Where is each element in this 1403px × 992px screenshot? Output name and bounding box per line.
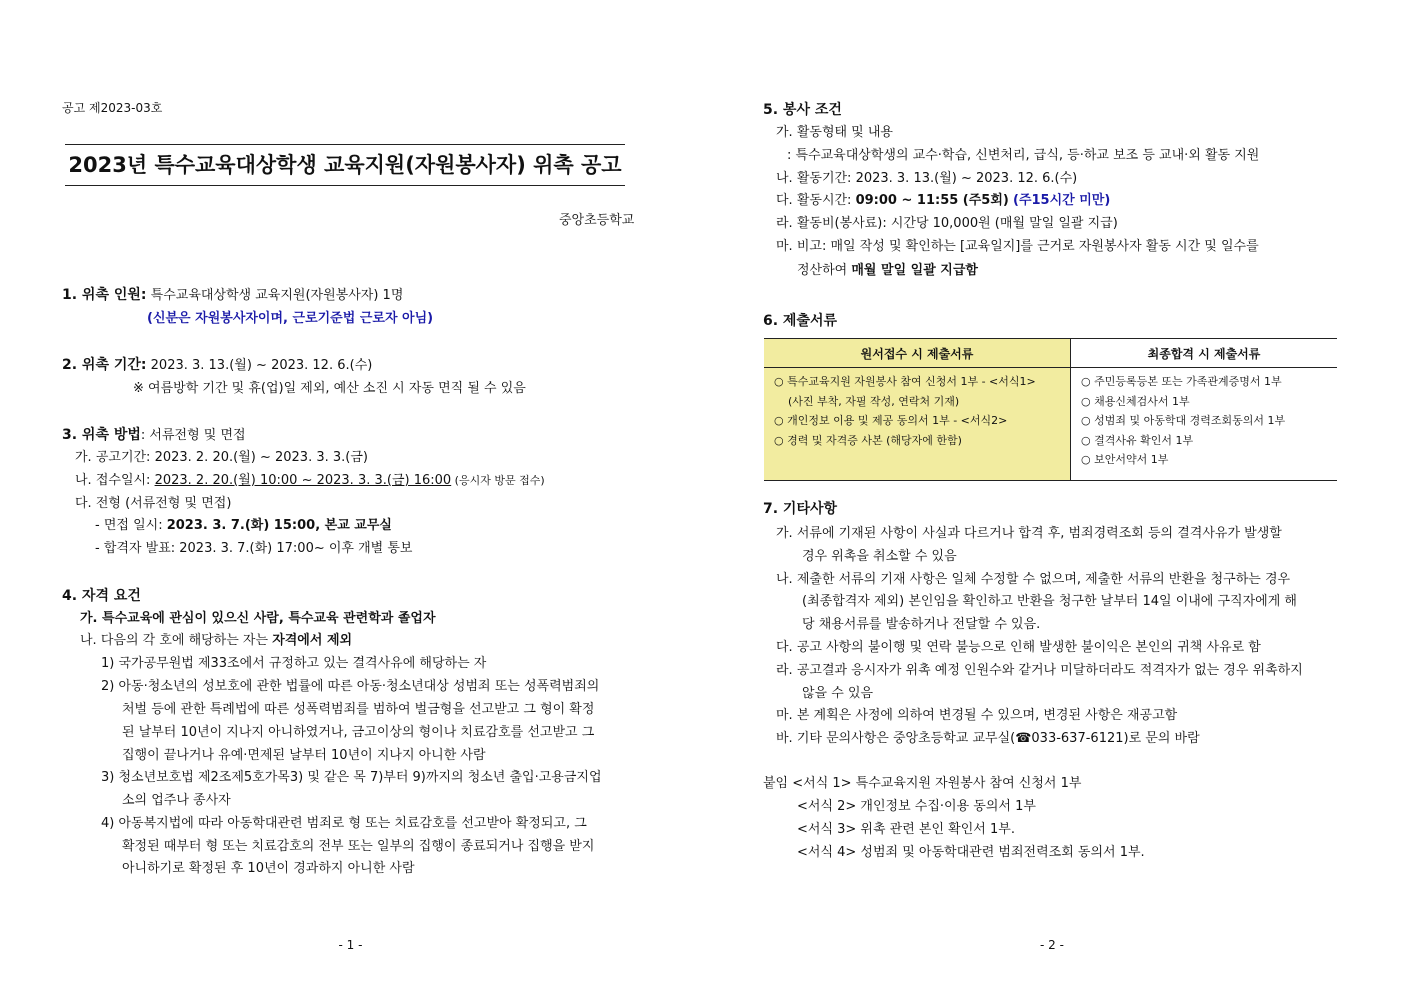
exclusion-2-line-4: 집행이 끝나거나 유예·면제된 날부터 10년이 지나지 아니한 사람 (122, 748, 486, 763)
section-7-item-b-line-1: 나. 제출한 서류의 기재 사항은 일체 수정할 수 없으며, 제출한 서류의 반환을 청구하는 경우 (776, 572, 1291, 587)
section-5-item-e-line-2 (797, 262, 978, 280)
exclusion-3-line-2: 소의 업주나 종사자 (122, 793, 231, 808)
application-doc-1: ○ 특수교육지원 자원봉사 참여 신청서 1부 - <서식1> (774, 375, 1036, 388)
section-3-item-a: 가. 공고기간: 2023. 2. 20.(월) ~ 2023. 3. 3.(금) (75, 450, 368, 465)
notice-number: 공고 제2023-03호 (62, 101, 163, 115)
item-b-suffix: (응시자 방문 접수) (451, 474, 545, 487)
final-doc-4: ○ 결격사유 확인서 1부 (1081, 433, 1194, 447)
exclusion-4-line-2: 확정된 때부터 형 또는 치료감호의 전부 또는 일부의 집행이 종료되거나 집행을 받지 (122, 839, 595, 854)
school-name: 중앙초등학교 (559, 213, 635, 228)
final-doc-2: ○ 채용신체검사서 1부 (1081, 394, 1190, 408)
interview-value: 2023. 3. 7.(화) 15:00, 본교 교무실 (166, 518, 392, 533)
section-1-text: 특수교육대상학생 교육지원(자원봉사자) 1명 (146, 288, 404, 303)
item-b-text: 나. 다음의 각 호에 해당하는 자는 (80, 633, 273, 648)
section-5-item-a-detail: : 특수교육대상학생의 교수·학습, 신변처리, 급식, 등·하교 보조 등 교내·외 활동 지원 (787, 148, 1260, 163)
section-6-heading: 6. 제출서류 (763, 313, 838, 329)
final-doc-3: ○ 성범죄 및 아동학대 경력조회동의서 1부 (1081, 414, 1286, 427)
item-c-time: 09:00 ~ 11:55 (주5회) (855, 193, 1009, 208)
section-4-item-a: 가. 특수교육에 관심이 있으신 사람, 특수교육 관련학과 졸업자 (80, 611, 436, 626)
section-2 (62, 356, 372, 375)
exclusion-4-line-1: 4) 아동복지법에 따라 아동학대관련 범죄로 형 또는 치료감호를 선고받아 확정되고, 그 (101, 816, 587, 831)
interview-date (95, 517, 392, 535)
application-doc-2: ○ 개인정보 이용 및 제공 동의서 1부 - <서식2> (774, 414, 1008, 427)
final-doc-5: ○ 보안서약서 1부 (1081, 453, 1169, 466)
application-doc-3: ○ 경력 및 자격증 사본 (해당자에 한함) (774, 433, 962, 447)
page-1 (0, 0, 701, 992)
section-7-item-b-line-3: 당 채용서류를 발송하거나 전달할 수 있음. (802, 617, 1041, 632)
section-7-item-a-line-2: 경우 위촉을 취소할 수 있음 (802, 549, 957, 564)
section-5-item-c (776, 192, 1110, 210)
item-c-label: 다. 활동시간: (776, 193, 856, 208)
section-2-heading: 2. 위촉 기간: (62, 357, 147, 373)
item-c-note: (주15시간 미만) (1013, 193, 1111, 208)
section-5-item-d: 라. 활동비(봉사료): 시간당 10,000원 (매월 말일 일괄 지급) (776, 216, 1118, 231)
section-3-item-b (75, 472, 545, 490)
section-3-heading: 3. 위촉 방법 (62, 427, 141, 443)
attachment-2: <서식 2> 개인정보 수집·이용 동의서 1부 (797, 799, 1036, 814)
interview-label: - 면접 일시: (95, 518, 167, 533)
section-4-item-b (80, 632, 352, 650)
section-2-note: ※ 여름방학 기간 및 휴(업)일 제외, 예산 소진 시 자동 면직 될 수 있음 (133, 381, 526, 396)
attachment-1: 붙임 <서식 1> 특수교육지원 자원봉사 참여 신청서 1부 (763, 776, 1082, 791)
section-5-item-e-line-1: 마. 비고: 매일 작성 및 확인하는 [교육일지]를 근거로 자원봉사자 활동 시간 및 일수를 (776, 239, 1259, 254)
item-b-label: 나. 접수일시: (75, 473, 155, 488)
exclusion-2-line-1: 2) 아동·청소년의 성보호에 관한 법률에 따른 아동·청소년대상 성범죄 또는 성폭력범죄의 (101, 679, 600, 694)
exclusion-2-line-2: 처벌 등에 관한 특례법에 따른 성폭력범죄를 범하여 벌금형을 선고받고 그 형이 확정 (122, 702, 595, 717)
section-7-item-d-line-2: 않을 수 있음 (802, 686, 874, 701)
section-3-item-c: 다. 전형 (서류전형 및 면접) (75, 496, 232, 511)
exclusion-3-line-1: 3) 청소년보호법 제2조제5호가목3) 및 같은 목 7)부터 9)까지의 청소년 출입·고용금지업 (101, 770, 602, 785)
section-5-item-a: 가. 활동형태 및 내용 (776, 125, 893, 140)
section-3 (62, 426, 246, 445)
section-1 (62, 286, 403, 305)
section-2-text: 2023. 3. 13.(월) ~ 2023. 12. 6.(수) (146, 358, 373, 373)
page-number: - 2 - (1040, 938, 1064, 952)
page-2 (701, 0, 1403, 992)
section-7-item-f: 바. 기타 문의사항은 중앙초등학교 교무실(☎033-637-6121)로 문의 바람 (776, 731, 1200, 746)
section-1-note: (신분은 자원봉사자이며, 근로기준법 근로자 아님) (147, 311, 434, 326)
attachment-4: <서식 4> 성범죄 및 아동학대관련 범죄전력조회 동의서 1부. (797, 845, 1145, 860)
item-e-text: 정산하여 (797, 263, 852, 278)
section-3-text: : 서류전형 및 면접 (140, 428, 246, 443)
final-docs-cell (1071, 368, 1338, 481)
item-b-bold: 자격에서 제외 (272, 633, 353, 648)
document-title: 2023년 특수교육대상학생 교육지원(자원봉사자) 위촉 공고 (65, 144, 625, 186)
page-number: - 1 - (338, 938, 363, 952)
section-7-item-e: 마. 본 계획은 사정에 의하여 변경될 수 있으며, 변경된 사항은 재공고함 (776, 708, 1178, 723)
section-5-item-b: 나. 활동기간: 2023. 3. 13.(월) ~ 2023. 12. 6.(수) (776, 171, 1078, 186)
col-application-docs: 원서접수 시 제출서류 (764, 339, 1071, 368)
exclusion-2-line-3: 된 날부터 10년이 지나지 아니하였거나, 금고이상의 형이나 치료감호를 선고받고 그 (122, 725, 595, 740)
documents-table (764, 338, 1337, 481)
section-7-item-d-line-1: 라. 공고결과 응시자가 위촉 예정 인원수와 같거나 미달하더라도 적격자가 없는 경우 위촉하지 (776, 663, 1303, 678)
final-doc-1: ○ 주민등록등본 또는 가족관계증명서 1부 (1081, 375, 1282, 388)
application-doc-1-note: (사진 부착, 자필 작성, 연락처 기재) (788, 394, 960, 408)
exclusion-1: 1) 국가공무원법 제33조에서 규정하고 있는 결격사유에 해당하는 자 (101, 656, 487, 671)
attachment-3: <서식 3> 위촉 관련 본인 확인서 1부. (797, 822, 1015, 837)
col-final-docs: 최종합격 시 제출서류 (1071, 339, 1338, 368)
section-7-item-c: 다. 공고 사항의 불이행 및 연락 불능으로 인해 발생한 불이익은 본인의 귀책 사유로 함 (776, 640, 1261, 655)
section-4-heading: 4. 자격 요건 (62, 588, 141, 604)
item-e-bold: 매월 말일 일괄 지급함 (851, 263, 978, 278)
section-7-heading: 7. 기타사항 (763, 501, 838, 517)
exclusion-4-line-3: 아니하기로 확정된 후 10년이 경과하지 아니한 사람 (122, 861, 415, 876)
section-7-item-b-line-2: (최종합격자 제외) 본인임을 확인하고 반환을 청구한 날부터 14일 이내에 구직자에게 해 (802, 594, 1297, 609)
section-5-heading: 5. 봉사 조건 (763, 102, 842, 118)
section-7-item-a-line-1: 가. 서류에 기재된 사항이 사실과 다르거나 합격 후, 범죄경력조회 등의 결격사유가 발생할 (776, 526, 1282, 541)
section-1-heading: 1. 위촉 인원: (62, 287, 147, 303)
item-b-underlined: 2023. 2. 20.(월) 10:00 ~ 2023. 3. 3.(금) 16:00 (154, 473, 452, 488)
application-docs-cell (764, 368, 1071, 481)
announcement-date: - 합격자 발표: 2023. 3. 7.(화) 17:00~ 이후 개별 통보 (95, 541, 413, 556)
